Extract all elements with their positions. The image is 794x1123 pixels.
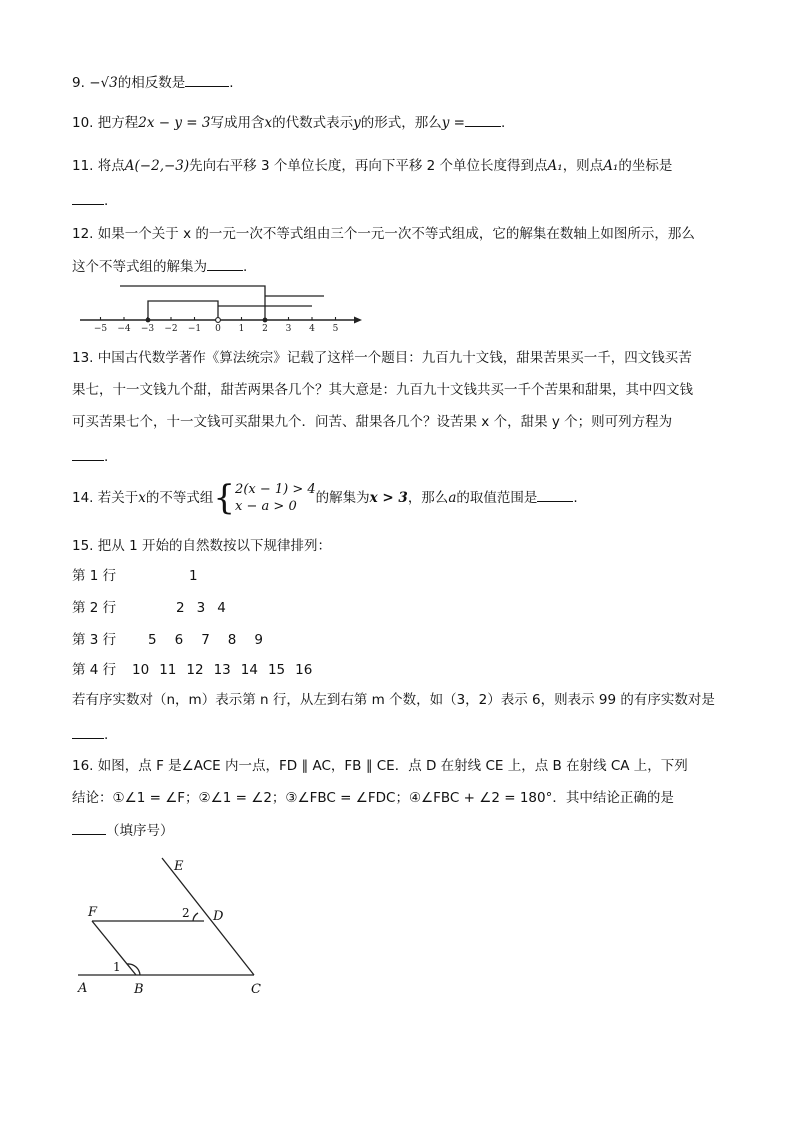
label-e: E <box>174 859 184 874</box>
q9-text: 的相反数是 <box>117 75 186 91</box>
question-11 <box>72 156 672 176</box>
q14-inequality-1: 2(x − 1) > 4 <box>235 482 316 497</box>
axis-tick-label: 4 <box>309 324 315 334</box>
axis-tick-label: −5 <box>93 324 108 334</box>
q10-text-3: 的代数式表示 <box>272 115 354 131</box>
question-16-line2 <box>72 788 674 808</box>
q11-end: . <box>104 193 109 209</box>
q14-answer-blank[interactable] <box>537 487 573 502</box>
q12-line1: 如果一个关于 x 的一元一次不等式组由三个一元一次不等式组成，它的解集在数轴上如图所示，那么 <box>97 226 695 242</box>
axis-tick-label: −1 <box>187 324 202 334</box>
axis-tick-label: 3 <box>285 324 292 334</box>
q10-text-4: 的形式，那么 <box>360 115 442 131</box>
axis-tick-label: 5 <box>332 324 339 334</box>
q11-point-a1: A₁ <box>547 158 563 174</box>
row-number: 6 <box>174 632 184 648</box>
q15-row-1 <box>72 566 198 586</box>
question-10 <box>72 112 505 133</box>
q14-text-2: 的不等式组 <box>145 490 214 506</box>
axis-arrow-icon <box>354 317 362 324</box>
q15-answer-blank[interactable] <box>72 724 104 739</box>
q16-number: 16. <box>72 758 94 774</box>
row-number: 8 <box>227 632 237 648</box>
q16-geometry-figure <box>70 850 280 1005</box>
q10-text-2: 写成用含 <box>210 115 265 131</box>
q14-solution: x > 3 <box>369 490 408 506</box>
bracket-2 <box>148 301 218 320</box>
q9-end: . <box>229 75 234 91</box>
row-number: 14 <box>240 662 258 678</box>
axis-tick-label: 2 <box>262 324 268 334</box>
q11-text-2: 先向右平移 3 个单位长度，再向下平移 2 个单位长度得到点 <box>189 158 548 174</box>
row-number: 5 <box>148 632 157 648</box>
q15-row-4 <box>72 660 324 680</box>
label-f: F <box>88 905 98 920</box>
q14-var-x: x <box>138 490 146 506</box>
q10-number: 10. <box>72 115 94 131</box>
label-angle-2: 2 <box>182 906 190 920</box>
row-number: 15 <box>267 662 286 678</box>
q16-line2: 结论：①∠1 = ∠F；②∠1 = ∠2；③∠FBC = ∠FDC；④∠FBC + ∠2 = 180°．其中结论正确的是 <box>72 790 674 806</box>
q15-answer-line <box>72 724 108 745</box>
question-13-line3 <box>72 412 672 432</box>
q10-end: . <box>501 115 506 131</box>
row-label: 第 2 行 <box>72 600 117 616</box>
row-number: 16 <box>295 662 313 678</box>
q9-number: 9. <box>72 75 85 91</box>
q14-number: 14. <box>72 490 94 506</box>
q16-answer-blank[interactable] <box>72 820 106 835</box>
axis-tick-label: 0 <box>215 324 221 334</box>
q10-var-x: x <box>264 115 273 131</box>
row-number: 1 <box>189 568 198 584</box>
q11-text-4: 的坐标是 <box>618 158 673 174</box>
axis-tick-label: 1 <box>238 324 245 334</box>
q13-end: . <box>104 449 109 465</box>
q14-text-3: 的解集为 <box>315 490 370 506</box>
q9-answer-blank[interactable] <box>185 72 229 87</box>
question-11-line2 <box>72 190 108 211</box>
q9-minus: − <box>89 75 101 91</box>
q12-line2: 这个不等式组的解集为 <box>72 259 207 275</box>
q14-text-1: 若关于 <box>97 490 139 506</box>
q14-inequality-2: x − a > 0 <box>235 499 297 514</box>
q15-row-3 <box>72 630 275 650</box>
row-label: 第 1 行 <box>72 568 117 584</box>
q13-line2: 果七，十一文钱九个甜，甜苦两果各几个？其大意是：九百九十文钱共买一千个苦果和甜果，其中四文钱 <box>72 382 693 398</box>
label-b: B <box>134 982 144 997</box>
dot-0-open <box>216 318 221 323</box>
q11-text-3: ，则点 <box>562 158 604 174</box>
q13-line3: 可买苦果七个，十一文钱可买甜果九个．问苦、甜果各几个？设苦果 x 个，甜果 y 个；则可列方程为 <box>72 414 673 430</box>
axis-tick-label: −2 <box>164 324 178 334</box>
q12-end: . <box>243 259 248 275</box>
row-number: 13 <box>213 662 231 678</box>
q14-text-5: 的取值范围是 <box>456 490 538 506</box>
label-angle-1: 1 <box>113 960 121 974</box>
label-a: A <box>78 981 88 996</box>
angle-2-arc <box>193 913 198 921</box>
q10-equation: 2x − y = 3 <box>138 115 211 131</box>
q13-number: 13. <box>72 350 94 366</box>
row-number: 7 <box>201 632 210 648</box>
row-number: 3 <box>196 600 206 616</box>
q14-end: . <box>573 490 578 506</box>
q10-answer-blank[interactable] <box>465 112 501 127</box>
question-16 <box>72 756 688 776</box>
q11-text-1: 将点 <box>97 158 125 174</box>
row-number: 11 <box>159 662 177 678</box>
question-16-line3 <box>72 820 174 841</box>
q14-text-4: ，那么 <box>407 490 449 506</box>
q15-row-2 <box>72 598 238 618</box>
q16-line1: 如图，点 F 是∠ACE 内一点，FD ∥ AC，FB ∥ CE．点 D 在射线 CE 上，点 B 在射线 CA 上，下列 <box>97 758 688 774</box>
q10-var-y: y <box>353 115 361 131</box>
axis-tick-label: −4 <box>117 324 131 334</box>
q14-var-a: a <box>448 490 457 506</box>
q11-number: 11. <box>72 158 94 174</box>
q9-sqrt: √3 <box>100 75 118 91</box>
q13-answer-blank[interactable] <box>72 446 104 461</box>
question-12 <box>72 224 695 244</box>
ray-ce <box>162 858 254 975</box>
q12-number: 12. <box>72 226 94 242</box>
q11-point-a: A(−2,−3) <box>124 158 190 174</box>
question-14 <box>72 478 578 518</box>
bracket-1 <box>120 286 265 320</box>
q15-number: 15. <box>72 538 94 554</box>
q11-answer-blank[interactable] <box>72 190 104 205</box>
q11-point-a1-b: A₁ <box>603 158 619 174</box>
q10-text-1: 把方程 <box>97 115 139 131</box>
q14-brace-icon: { <box>213 478 236 518</box>
question-9 <box>72 72 234 93</box>
dot-2 <box>263 318 268 323</box>
row-number: 9 <box>254 632 263 648</box>
question-12-line2 <box>72 256 247 277</box>
q13-line1: 中国古代数学著作《算法统宗》记载了这样一个题目：九百九十文钱，甜果苦果买一千，四文钱买苦 <box>97 350 692 366</box>
question-13-line4 <box>72 446 108 467</box>
row-label: 第 4 行 <box>72 662 117 678</box>
question-15 <box>72 536 331 556</box>
q14-system <box>235 481 316 515</box>
row-label: 第 3 行 <box>72 632 117 648</box>
row-number: 2 <box>176 600 185 616</box>
q12-answer-blank[interactable] <box>207 256 243 271</box>
q12-number-line-figure <box>72 280 372 334</box>
question-13-line2 <box>72 380 693 400</box>
q12-solution-brackets <box>120 286 324 320</box>
q15-intro: 把从 1 开始的自然数按以下规律排列： <box>97 538 331 554</box>
q10-y-eq: y = <box>441 115 465 131</box>
q16-line3: （填序号） <box>106 823 174 839</box>
row-number: 10 <box>132 662 150 678</box>
q15-question-line <box>72 690 715 710</box>
q15-question-text: 若有序实数对（n，m）表示第 n 行，从左到右第 m 个数，如（3，2）表示 6，则表示 99 的有序实数对是 <box>72 692 715 708</box>
q15-end: . <box>104 727 109 743</box>
label-d: D <box>213 909 224 924</box>
label-c: C <box>251 982 261 997</box>
row-number: 4 <box>217 600 226 616</box>
dot-minus-3 <box>146 318 151 323</box>
row-number: 12 <box>186 662 204 678</box>
axis-tick-label: −3 <box>140 324 155 334</box>
axis-tick-labels <box>94 324 339 334</box>
question-13 <box>72 348 692 368</box>
